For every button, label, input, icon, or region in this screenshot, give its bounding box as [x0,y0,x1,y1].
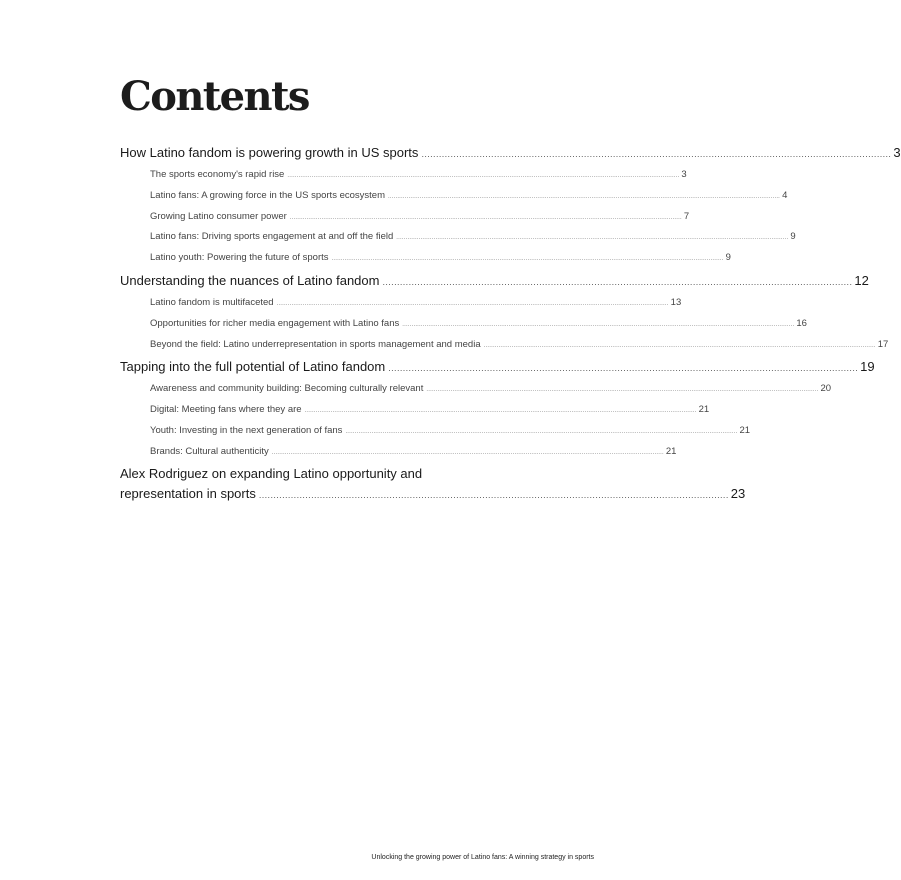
toc-item[interactable] [120,207,690,228]
toc-page-number: 16 [796,317,807,329]
toc-section-title-line-2 [120,484,746,504]
toc-section-title: Understanding the nuances of Latino fandom [120,272,380,288]
toc-page-number: 21 [698,404,710,416]
toc-page-number: 13 [670,296,682,308]
toc-section-title: representation in sports [120,485,256,501]
toc-page-number: 9 [790,231,796,243]
dot-leader: .................................................................................................................................................................................................................. [287,173,680,179]
toc-page-number: 7 [683,210,690,222]
toc-page-number: 21 [739,424,751,436]
dot-leader: .................................................................................................................................................................................................................. [426,387,819,394]
toc-page-number: 12 [854,272,869,288]
toc-item-title: Beyond the field: Latino underrepresentation in sports management and media [150,338,481,350]
toc-section-title: How Latino fandom is powering growth in US sports [120,145,419,160]
toc-item[interactable] [120,421,751,442]
toc-page-number: 20 [820,383,832,395]
toc-item-title: Latino fans: Driving sports engagement at and off the field [150,231,394,243]
dot-leader: .................................................................................................................................................................................................................. [271,449,664,456]
dot-leader: .................................................................................................................................................................................................................. [276,300,669,307]
toc-item[interactable] [120,186,788,207]
toc-item[interactable] [120,314,807,335]
dot-leader: .................................................................................................................................................................................................................. [345,428,738,435]
toc-item[interactable] [120,379,832,400]
toc-page-number: 23 [730,485,746,501]
toc-item[interactable] [120,400,710,421]
toc-page-number: 17 [877,338,889,350]
toc-item-title: Latino youth: Powering the future of sports [150,252,329,264]
dot-leader: .................................................................................................................................................................. [388,363,859,374]
toc-item-title: The sports economy's rapid rise [150,169,285,180]
table-of-contents [120,141,901,504]
toc-item[interactable] [120,165,687,186]
toc-item[interactable] [120,227,796,248]
dot-leader: .................................................................................................................................................................................................................. [402,321,795,328]
toc-item-title: Latino fandom is multifaceted [150,296,274,308]
toc-section-3[interactable] [120,355,875,379]
toc-item[interactable] [120,293,682,314]
dot-leader: .................................................................................................................................................................................................................. [387,193,781,200]
toc-section-title-line-1: Alex Rodriguez on expanding Latino opportunity and [120,465,423,481]
dot-leader: .................................................................................................................................................................................................................. [396,235,789,242]
dot-leader: .................................................................................................................................................................................................................. [483,342,876,349]
toc-item-title: Awareness and community building: Becoming culturally relevant [150,383,424,395]
toc-item-title: Digital: Meeting fans where they are [150,404,302,416]
toc-page-number: 4 [782,189,788,201]
toc-page-number: 19 [860,359,875,375]
toc-item-title: Brands: Cultural authenticity [150,445,269,457]
dot-leader: .................................................................................................................................................................................................................. [304,408,697,415]
dot-leader: .................................................................................................................................................................................................................. [289,214,682,221]
toc-section-2[interactable] [120,269,869,293]
toc-section-1[interactable] [120,141,901,165]
toc-item[interactable] [120,248,731,269]
toc-page-number: 3 [681,169,687,180]
toc-item-title: Growing Latino consumer power [150,210,287,222]
page-title: Contents [120,73,309,120]
toc-item-title: Opportunities for richer media engagement with Latino fans [150,317,400,329]
dot-leader: .................................................................................................................................................................. [421,149,892,159]
toc-item-title: Latino fans: A growing force in the US sports ecosystem [150,189,385,201]
toc-page-number: 21 [665,445,677,457]
toc-section-4[interactable] [120,464,746,504]
toc-section-title: Tapping into the full potential of Latino fandom [120,359,386,375]
page-footer: Unlocking the growing power of Latino fans: A winning strategy in sports [371,854,594,861]
toc-item-title: Youth: Investing in the next generation of fans [150,424,343,436]
toc-item[interactable] [120,335,889,356]
toc-page-number: 3 [893,145,901,160]
toc-page-number: 9 [725,252,731,264]
dot-leader: .................................................................................................................................................................. [382,276,853,287]
toc-item[interactable] [120,442,677,463]
dot-leader: .................................................................................................................................................................. [258,489,729,500]
dot-leader: .................................................................................................................................................................................................................. [331,256,724,263]
